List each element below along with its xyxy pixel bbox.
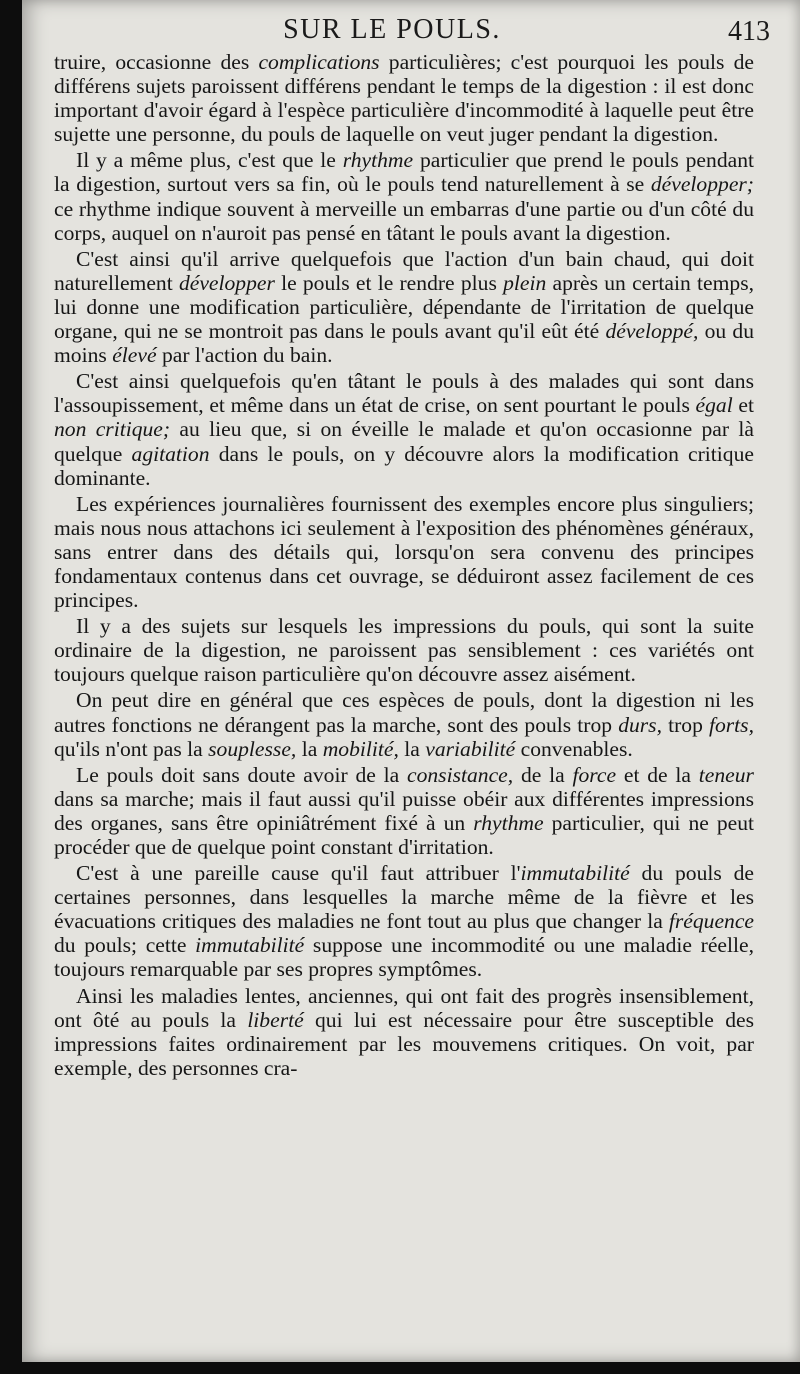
italic-text: mobilité, — [322, 736, 399, 761]
text-run: par l'action du bain. — [156, 343, 333, 368]
italic-text: immutabilité — [195, 933, 305, 958]
italic-text: variabilité — [425, 736, 516, 761]
running-title: SUR LE POULS. — [283, 14, 501, 45]
italic-text: force — [572, 762, 617, 787]
paragraph — [54, 984, 754, 1080]
text-run: et de la — [616, 762, 699, 787]
italic-text: agitation — [131, 441, 210, 466]
italic-text: fréquence — [668, 909, 754, 934]
text-run: le pouls et le rendre plus — [274, 270, 504, 295]
italic-text: liberté — [247, 1007, 304, 1032]
paragraph — [54, 492, 754, 612]
text-run: trop — [662, 712, 709, 737]
italic-text: durs, — [618, 712, 662, 737]
paragraph — [54, 688, 754, 760]
text-run: Le pouls doit sans doute avoir de la — [76, 762, 407, 787]
text-run: au lieu que, si on éveille le malade et qu'on occasionne par là quelque — [54, 417, 754, 466]
italic-text: souplesse, — [208, 736, 297, 761]
text-run: particulier, qui ne peut procéder que de quelque point constant d'irritation. — [54, 810, 755, 859]
text-run: Il y a des sujets sur lesquels les impressions du pouls, qui sont la suite ordinaire de la digestion, ne paroissent pas sensiblement : ces variétés ont toujours quelque raison particulière qu'on découvre assez aisément. — [54, 614, 754, 687]
text-run: la — [398, 736, 426, 761]
italic-text: élevé — [112, 343, 157, 368]
text-run: qui lui est nécessaire pour être susceptible des impressions faites ordinairement par les mouvemens critiques. On voit, par exemple, des personnes cra- — [54, 1007, 754, 1080]
text-run: Les expériences journalières fournissent des exemples encore plus singuliers; mais nous nous attachons ici seulement à l'exposition des phénomènes généraux, sans entrer dans des détails qui, lorsqu'on sera convenu des principes fondamentaux contenus dans cet ouvrage, se déduiront assez facilement de ces principes. — [54, 491, 754, 613]
paragraph — [54, 247, 754, 367]
italic-text: immutabilité — [520, 861, 630, 886]
text-run: truire, occasionne des — [54, 50, 259, 74]
text-run: C'est ainsi qu'il arrive quelquefois que l'action d'un bain chaud, qui doit naturellement — [54, 246, 754, 295]
text-run: particulier que prend le pouls pendant la digestion, surtout vers sa fin, où le pouls tend naturellement à se — [54, 148, 754, 197]
italic-text: plein — [503, 270, 547, 295]
page-number: 413 — [728, 16, 770, 47]
body-text — [54, 50, 754, 1082]
text-run: la — [296, 736, 323, 761]
text-run: qu'ils n'ont pas la — [54, 736, 209, 761]
paragraph — [54, 50, 754, 146]
italic-text: développer; — [650, 172, 754, 197]
italic-text: complications — [258, 50, 380, 74]
italic-text: égal — [695, 393, 733, 418]
italic-text: non critique; — [54, 417, 171, 442]
text-run: dans sa marche; mais il faut aussi qu'il puisse obéir aux différentes impressions des organes, sans être opiniâtrément fixé à un — [54, 786, 754, 835]
text-run: ce rhythme indique souvent à merveille un embarras d'une partie ou d'un côté du corps, auquel on n'auroit pas pensé en tâtant le pouls avant la digestion. — [54, 196, 754, 245]
text-run: après un certain temps, lui donne une modification particulière, dépendante de l'irritation de quelque organe, qui ne se montroit pas dans le pouls avant qu'il eût été — [54, 270, 754, 344]
text-run: dans le pouls, on y découvre alors la modification critique dominante. — [54, 441, 754, 490]
text-run: suppose une incommodité ou une maladie réelle, toujours remarquable par ses propres symptômes. — [54, 933, 754, 982]
text-run: C'est ainsi quelquefois qu'en tâtant le pouls à des malades qui sont dans l'assoupissement, et même dans un état de crise, on sent pourtant le pouls — [54, 369, 754, 418]
paragraph — [54, 148, 754, 244]
page-header — [50, 14, 770, 50]
italic-text: forts, — [708, 712, 754, 737]
text-run: de la — [513, 762, 573, 787]
italic-text: teneur — [698, 762, 754, 787]
text-run: ou du moins — [54, 319, 754, 368]
paragraph — [54, 861, 754, 981]
italic-text: développer — [178, 270, 275, 295]
text-run: du pouls de certaines personnes, dans lesquelles la marche même de la fièvre et les évacuations critiques des maladies ne font tout au plus que changer la — [54, 861, 755, 934]
text-run: Ainsi les maladies lentes, anciennes, qui ont fait des progrès insensiblement, ont ôté au pouls la — [54, 983, 754, 1032]
paragraph — [54, 369, 754, 489]
italic-text: rhythme — [342, 148, 414, 173]
italic-text: développé, — [605, 319, 699, 344]
text-run: convenables. — [515, 736, 633, 761]
italic-text: rhythme — [473, 810, 544, 835]
text-run: C'est à une pareille cause qu'il faut attribuer l' — [76, 861, 521, 886]
text-run: du pouls; cette — [54, 933, 196, 958]
paragraph — [54, 614, 754, 686]
text-run: On peut dire en général que ces espèces de pouls, dont la digestion ni les autres fonctions ne dérangent pas la marche, sont des pouls trop — [54, 688, 754, 737]
paragraph — [54, 763, 754, 859]
italic-text: consistance, — [407, 762, 514, 787]
text-run: et — [732, 393, 755, 418]
text-run: particulières; c'est pourquoi les pouls de différens sujets paroissent différens pendant le temps de la digestion : il est donc important d'avoir égard à l'espèce particulière d'incommodité à laquelle peut être sujette une personne, du pouls de laquelle on veut juger pendant la digestion. — [54, 50, 755, 147]
text-run: Il y a même plus, c'est que le — [76, 148, 343, 173]
book-page — [22, 0, 800, 1362]
